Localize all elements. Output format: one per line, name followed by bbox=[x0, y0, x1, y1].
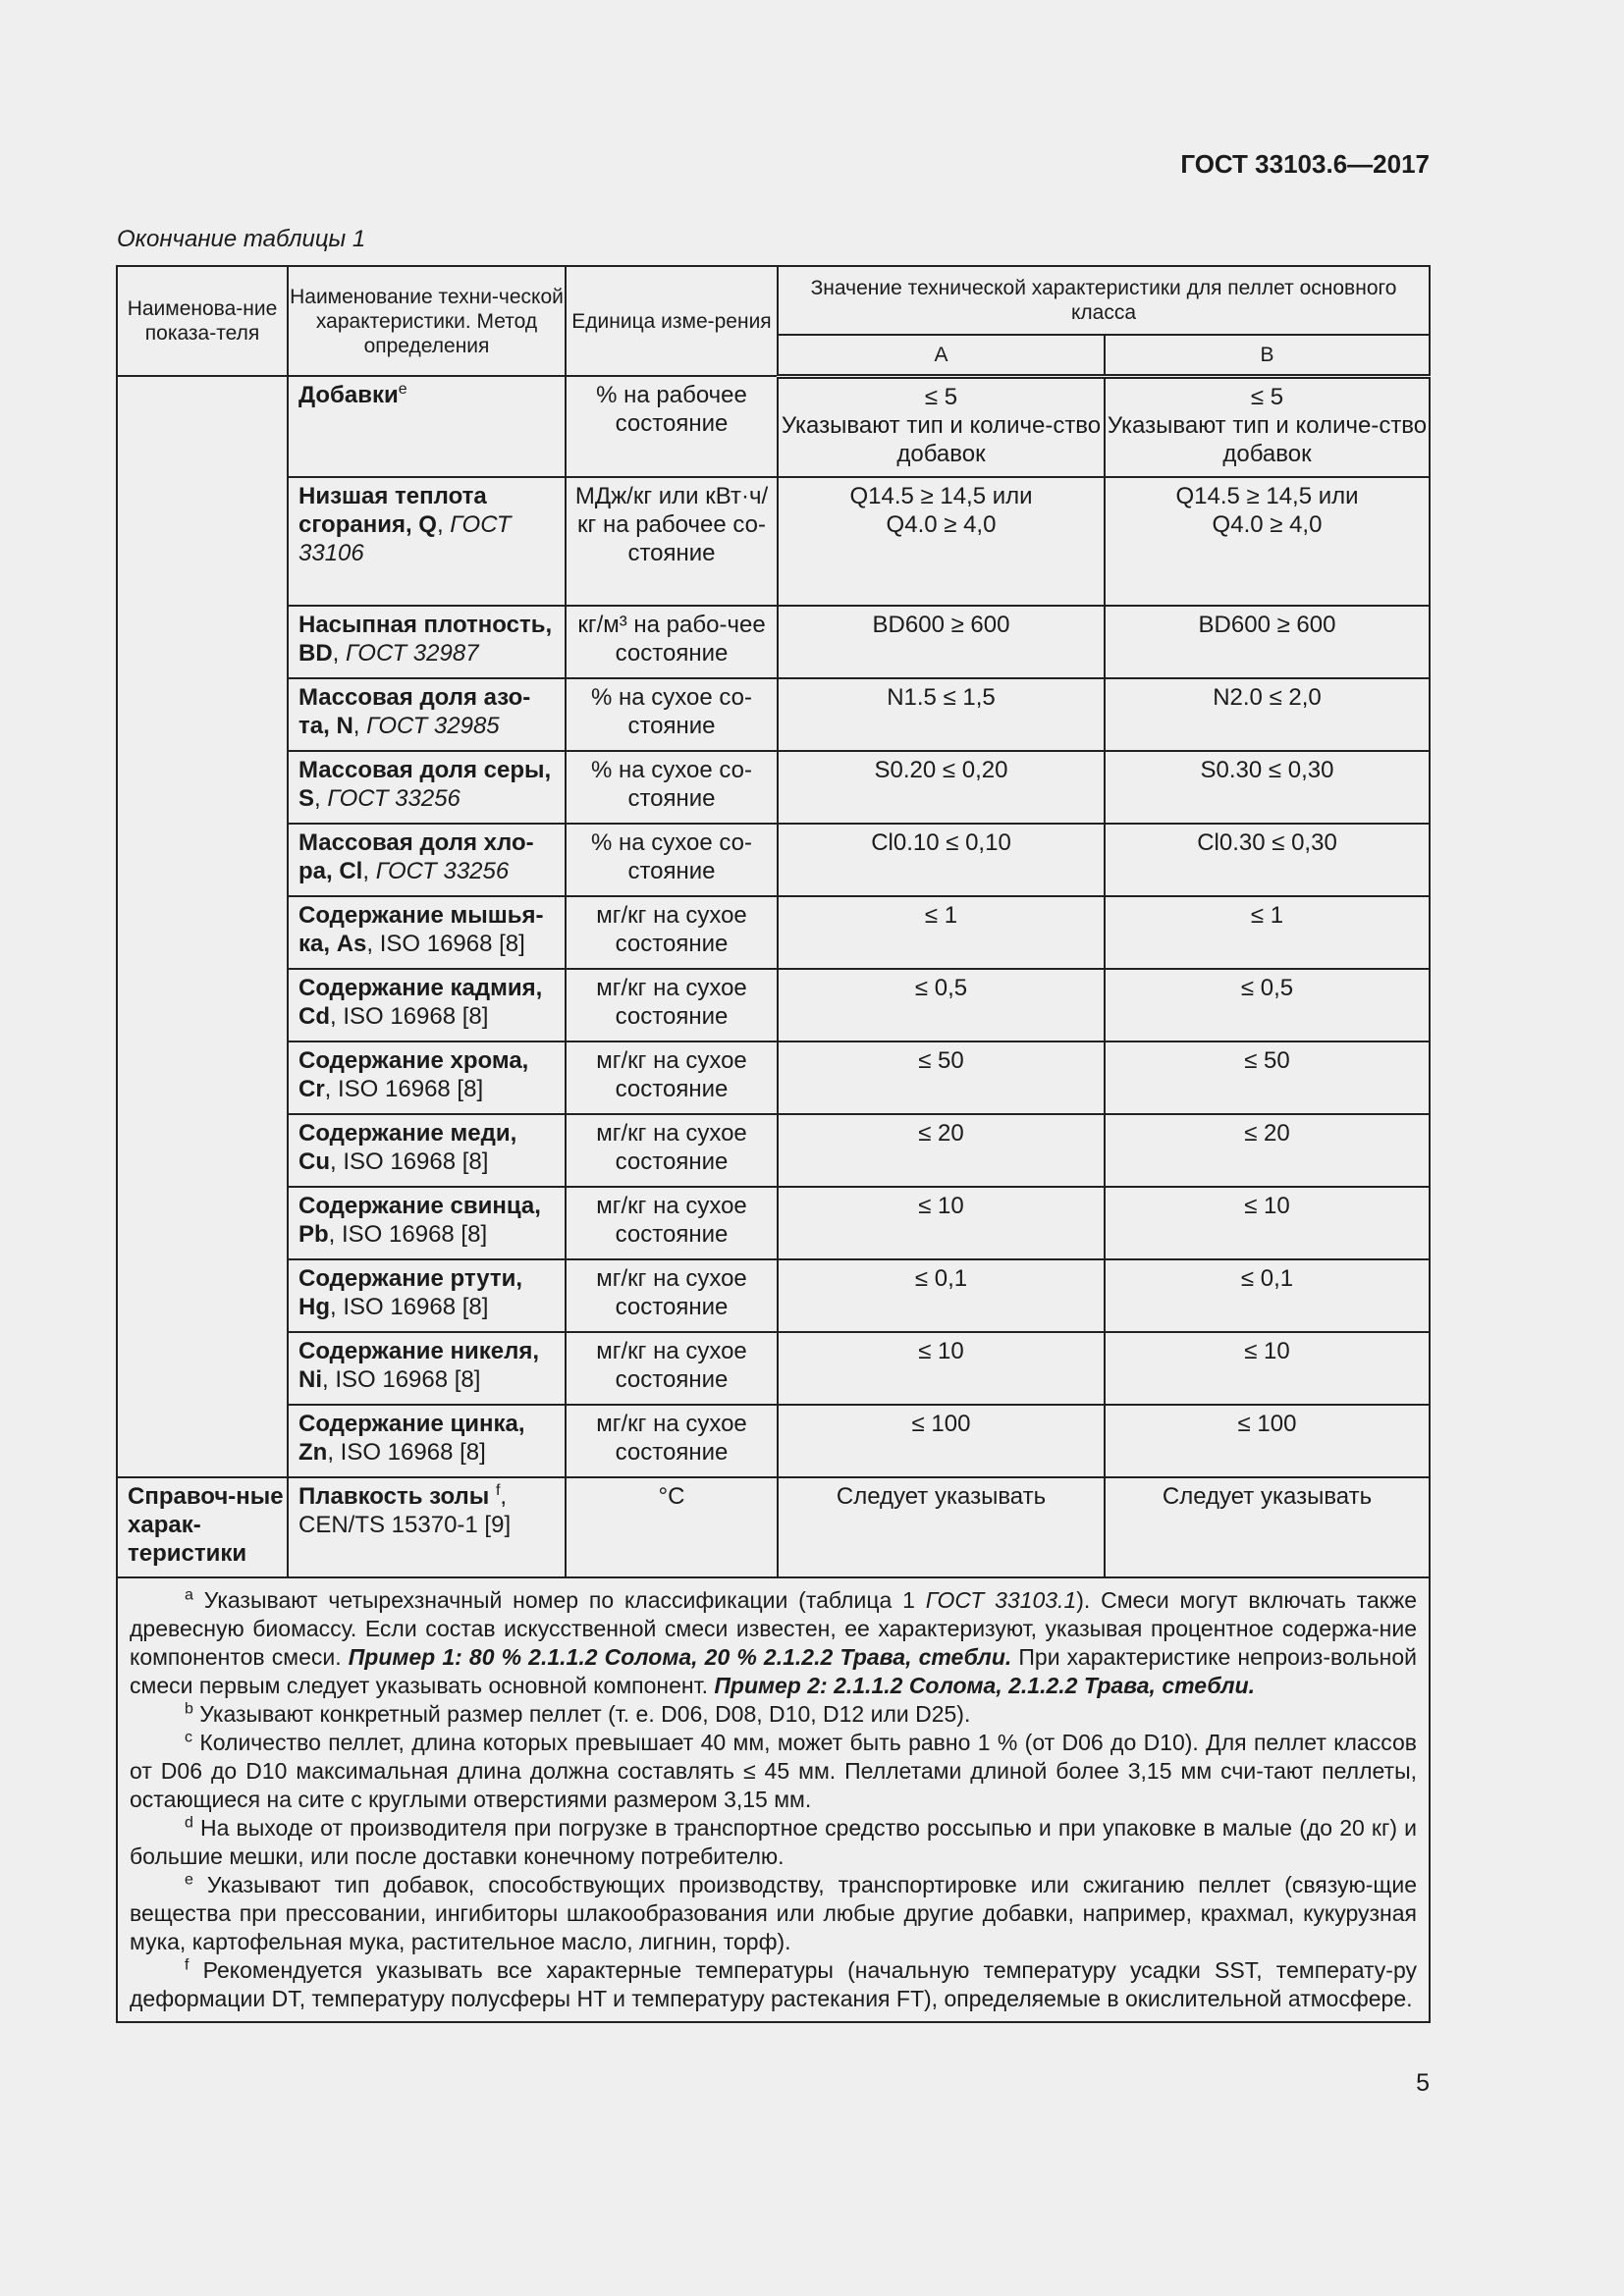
characteristic-name: Содержание цинка, Zn bbox=[298, 1411, 525, 1466]
value-class-b: ≤ 10 bbox=[1105, 1332, 1430, 1405]
table-continuation-caption: Окончание таблицы 1 bbox=[117, 226, 366, 252]
characteristic-name: Низшая теплота сгорания, Q bbox=[298, 483, 487, 538]
value-class-a: ≤ 10 bbox=[778, 1332, 1105, 1405]
characteristic-cell bbox=[288, 1114, 566, 1187]
unit-cell: мг/кг на сухое состояние bbox=[566, 969, 778, 1041]
value-class-a: Следует указывать bbox=[778, 1477, 1105, 1577]
characteristic-suffix: , bbox=[436, 511, 444, 538]
characteristic-cell bbox=[288, 1332, 566, 1405]
header-class-a: A bbox=[778, 335, 1105, 376]
footnote-example: Пример 1: 80 % 2.1.1.2 Солома, 20 % 2.1.2.2 Трава, стебли. bbox=[348, 1644, 1012, 1670]
footnote-mark: b bbox=[185, 1700, 193, 1718]
value-class-a: ≤ 10 bbox=[778, 1187, 1105, 1259]
characteristic-suffix: , bbox=[352, 713, 360, 739]
unit-cell: % на сухое со-стояние bbox=[566, 751, 778, 824]
footnote-text: Количество пеллет, длина которых превышает 40 мм, может быть равно 1 % (от D06 до D10). Для пеллет классов от D06 до D10 максимальная длина должна составлять ≤ 45 мм. Пеллетами длиной более 3,15 мм счи-тают пеллеты, остающиеся на сите с круглыми отверстиями размером 3,15 мм. bbox=[130, 1730, 1417, 1812]
characteristic-name: Плавкость золы bbox=[298, 1483, 490, 1510]
unit-cell: мг/кг на сухое состояние bbox=[566, 1041, 778, 1114]
value-class-a: N1.5 ≤ 1,5 bbox=[778, 678, 1105, 751]
value-class-b: Cl0.30 ≤ 0,30 bbox=[1105, 824, 1430, 896]
characteristic-suffix: , ISO 16968 [8] bbox=[330, 1294, 489, 1320]
value-class-b: ≤ 20 bbox=[1105, 1114, 1430, 1187]
value-class-a: ≤ 0,5 bbox=[778, 969, 1105, 1041]
footnote-text: Указывают четырехзначный номер по классификации (таблица 1 bbox=[192, 1587, 926, 1613]
unit-cell: кг/м³ на рабо-чее состояние bbox=[566, 606, 778, 678]
header-characteristic: Наименование техни-ческой характеристики. Метод определения bbox=[288, 266, 566, 376]
header-unit: Единица изме-рения bbox=[566, 266, 778, 376]
characteristic-name: Массовая доля серы, S bbox=[298, 757, 552, 812]
value-class-a: S0.20 ≤ 0,20 bbox=[778, 751, 1105, 824]
footnote-ref: f bbox=[495, 1482, 501, 1499]
document-header: ГОСТ 33103.6—2017 bbox=[1180, 149, 1430, 179]
table-row bbox=[117, 824, 1430, 896]
footnote-mark: e bbox=[185, 1871, 193, 1889]
table-row bbox=[117, 1187, 1430, 1259]
characteristic-cell bbox=[288, 606, 566, 678]
table-row bbox=[117, 1041, 1430, 1114]
table-row bbox=[117, 606, 1430, 678]
characteristic-suffix: , ISO 16968 [8] bbox=[330, 1148, 489, 1175]
characteristic-cell bbox=[288, 1477, 566, 1577]
characteristic-name: Содержание свинца, Pb bbox=[298, 1193, 541, 1248]
group-cell-empty bbox=[117, 376, 288, 1477]
characteristic-cell bbox=[288, 678, 566, 751]
footnote-mark: d bbox=[185, 1814, 193, 1832]
unit-cell: МДж/кг или кВт·ч/кг на рабочее со-стояние bbox=[566, 477, 778, 606]
footnote-a bbox=[130, 1586, 1417, 1700]
characteristic-suffix: , CEN/TS 15370-1 [9] bbox=[298, 1483, 512, 1538]
footnote-b bbox=[130, 1700, 1417, 1729]
value-class-a: Q14.5 ≥ 14,5 или Q4.0 ≥ 4,0 bbox=[778, 477, 1105, 606]
value-class-b: Q14.5 ≥ 14,5 или Q4.0 ≥ 4,0 bbox=[1105, 477, 1430, 606]
unit-cell: мг/кг на сухое состояние bbox=[566, 1405, 778, 1477]
group-label-reference: Справоч-ные харак-теристики bbox=[117, 1477, 288, 1577]
table-row bbox=[117, 1332, 1430, 1405]
value-class-b: ≤ 50 bbox=[1105, 1041, 1430, 1114]
characteristic-name: Массовая доля азо-та, N bbox=[298, 684, 531, 739]
characteristic-suffix: , ISO 16968 [8] bbox=[324, 1076, 484, 1102]
method-standard: ГОСТ 33256 bbox=[327, 785, 460, 812]
value-class-b: BD600 ≥ 600 bbox=[1105, 606, 1430, 678]
table-row bbox=[117, 1259, 1430, 1332]
footnote-text: На выходе от производителя при погрузке в транспортное средство россыпью и при упаковке в малые (до 20 кг) и большие мешки, или после доставки конечному потребителю. bbox=[130, 1815, 1417, 1869]
value-class-a: Cl0.10 ≤ 0,10 bbox=[778, 824, 1105, 896]
characteristic-suffix: , ISO 16968 [8] bbox=[366, 931, 525, 957]
characteristic-cell bbox=[288, 1405, 566, 1477]
value-class-a: ≤ 50 bbox=[778, 1041, 1105, 1114]
method-standard: ГОСТ 33256 bbox=[375, 858, 510, 884]
characteristic-cell bbox=[288, 376, 566, 477]
footnotes-cell bbox=[117, 1577, 1430, 2022]
table-row bbox=[117, 1114, 1430, 1187]
value-class-b: N2.0 ≤ 2,0 bbox=[1105, 678, 1430, 751]
table-row bbox=[117, 477, 1430, 606]
footnote-mark: f bbox=[185, 1956, 189, 1974]
footnote-text: Указывают тип добавок, способствующих производству, транспортировке или сжиганию пеллет (связую-щие вещества при прессовании, ингибиторы шлакообразования или любые другие добавки, например, крахмал, кукурузная мука, картофельная мука, растительное масло, лигнин, торф). bbox=[130, 1872, 1417, 1954]
value-class-b: ≤ 1 bbox=[1105, 896, 1430, 969]
value-class-b: ≤ 10 bbox=[1105, 1187, 1430, 1259]
table-row bbox=[117, 969, 1430, 1041]
footnote-example: Пример 2: 2.1.1.2 Солома, 2.1.2.2 Трава, стебли. bbox=[714, 1673, 1256, 1698]
unit-cell: % на сухое со-стояние bbox=[566, 678, 778, 751]
value-class-b: S0.30 ≤ 0,30 bbox=[1105, 751, 1430, 824]
characteristic-name: Содержание мышья-ка, As bbox=[298, 902, 544, 957]
value-class-b: ≤ 0,5 bbox=[1105, 969, 1430, 1041]
characteristic-suffix: , bbox=[362, 858, 370, 884]
header-class-b: B bbox=[1105, 335, 1430, 376]
unit-cell: мг/кг на сухое состояние bbox=[566, 1114, 778, 1187]
footnote-e bbox=[130, 1871, 1417, 1956]
characteristic-name: Насыпная плотность, BD bbox=[298, 612, 553, 667]
characteristic-name: Содержание хрома, Cr bbox=[298, 1047, 529, 1102]
footnote-text: При характеристике непроиз-вольной смеси первым следует указывать основной компонент. bbox=[130, 1644, 1417, 1698]
characteristic-name: Содержание ртути, Hg bbox=[298, 1265, 523, 1320]
table-row bbox=[117, 1405, 1430, 1477]
footnote-text: ). Смеси могут включать также древесную биомассу. Если состав искусственной смеси известен, ее характеризуют, указывая процентное содержа-ние компонентов смеси. bbox=[130, 1587, 1418, 1670]
characteristic-cell bbox=[288, 477, 566, 606]
page-number: 5 bbox=[1416, 2069, 1430, 2097]
characteristic-cell bbox=[288, 1259, 566, 1332]
unit-cell: °C bbox=[566, 1477, 778, 1577]
characteristic-suffix: , ISO 16968 [8] bbox=[322, 1366, 481, 1393]
footnote-text: Указывают конкретный размер пеллет (т. е. D06, D08, D10, D12 или D25). bbox=[192, 1701, 971, 1727]
characteristic-suffix: , ISO 16968 [8] bbox=[330, 1003, 489, 1030]
value-class-b: Следует указывать bbox=[1105, 1477, 1430, 1577]
unit-cell: мг/кг на сухое состояние bbox=[566, 1259, 778, 1332]
value-class-a: ≤ 100 bbox=[778, 1405, 1105, 1477]
method-standard: ГОСТ 33106 bbox=[298, 511, 512, 566]
header-value-group: Значение технической характеристики для пеллет основного класса bbox=[778, 266, 1430, 335]
unit-cell: мг/кг на сухое состояние bbox=[566, 896, 778, 969]
footnote-mark: a bbox=[185, 1586, 193, 1604]
characteristic-cell bbox=[288, 1041, 566, 1114]
characteristic-name: Массовая доля хло-ра, Cl bbox=[298, 829, 534, 884]
value-class-a: BD600 ≥ 600 bbox=[778, 606, 1105, 678]
characteristic-name: Содержание кадмия, Cd bbox=[298, 975, 543, 1030]
pellet-specs-table bbox=[116, 265, 1431, 2023]
table-row bbox=[117, 376, 1430, 477]
unit-cell: мг/кг на сухое состояние bbox=[566, 1187, 778, 1259]
table-row bbox=[117, 896, 1430, 969]
footnote-text: Рекомендуется указывать все характерные температуры (начальную температуру усадки SST, температу-ру деформации DT, температуру полусферы HT и температуру растекания FT), определяемые в окислительной атмосфере. bbox=[130, 1957, 1417, 2011]
unit-cell: мг/кг на сухое состояние bbox=[566, 1332, 778, 1405]
footnotes-row bbox=[117, 1577, 1430, 2022]
footnote-d bbox=[130, 1814, 1417, 1871]
characteristic-cell bbox=[288, 896, 566, 969]
footnote-standard: ГОСТ 33103.1 bbox=[925, 1587, 1077, 1613]
value-class-a: ≤ 20 bbox=[778, 1114, 1105, 1187]
table-row-reference bbox=[117, 1477, 1430, 1577]
footnote-f bbox=[130, 1956, 1417, 2013]
characteristic-name: Содержание меди, Cu bbox=[298, 1120, 517, 1175]
table-row bbox=[117, 678, 1430, 751]
characteristic-suffix: , bbox=[332, 640, 340, 667]
characteristic-suffix: , ISO 16968 [8] bbox=[328, 1221, 488, 1248]
value-class-a: ≤ 5 Указывают тип и количе-ство добавок bbox=[778, 376, 1105, 477]
unit-cell: % на сухое со-стояние bbox=[566, 824, 778, 896]
characteristic-suffix: , bbox=[314, 785, 321, 812]
table-body bbox=[117, 376, 1430, 2022]
value-class-b: ≤ 5 Указывают тип и количе-ство добавок bbox=[1105, 376, 1430, 477]
footnote-ref: e bbox=[398, 381, 407, 398]
characteristic-name: Добавки bbox=[298, 382, 399, 408]
unit-cell: % на рабочее состояние bbox=[566, 376, 778, 477]
characteristic-name: Содержание никеля, Ni bbox=[298, 1338, 540, 1393]
characteristic-suffix: , ISO 16968 [8] bbox=[327, 1439, 486, 1466]
header-indicator: Наименова-ние показа-теля bbox=[117, 266, 288, 376]
characteristic-cell bbox=[288, 969, 566, 1041]
value-class-a: ≤ 0,1 bbox=[778, 1259, 1105, 1332]
method-standard: ГОСТ 32985 bbox=[366, 713, 500, 739]
value-class-b: ≤ 100 bbox=[1105, 1405, 1430, 1477]
characteristic-cell bbox=[288, 824, 566, 896]
value-class-b: ≤ 0,1 bbox=[1105, 1259, 1430, 1332]
characteristic-cell bbox=[288, 751, 566, 824]
footnote-mark: c bbox=[185, 1729, 192, 1746]
table-row bbox=[117, 751, 1430, 824]
footnote-c bbox=[130, 1729, 1417, 1814]
method-standard: ГОСТ 32987 bbox=[346, 640, 479, 667]
value-class-a: ≤ 1 bbox=[778, 896, 1105, 969]
characteristic-cell bbox=[288, 1187, 566, 1259]
